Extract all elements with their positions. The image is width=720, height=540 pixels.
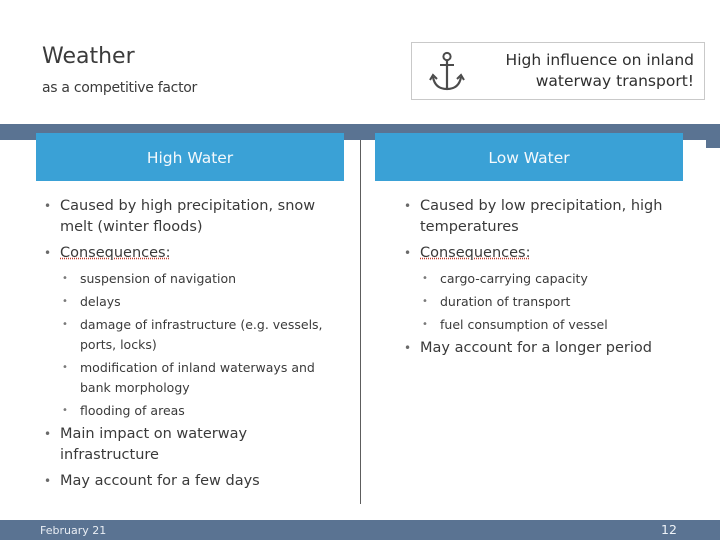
left-sub-list bbox=[40, 269, 340, 421]
callout-text: High influence on inland waterway transport! bbox=[505, 51, 694, 90]
list-item: • Caused by low precipitation, high temperatures bbox=[400, 196, 700, 238]
right-column-heading: Low Water bbox=[375, 133, 683, 181]
right-column bbox=[400, 196, 700, 364]
list-item: • Caused by high precipitation, snow melt (winter floods) bbox=[40, 196, 340, 238]
right-sub-list bbox=[400, 269, 700, 335]
footer-date: February 21 bbox=[40, 524, 107, 537]
header-band-stub bbox=[706, 124, 720, 148]
sub-list-item: • duration of transport bbox=[400, 292, 700, 312]
footer-bar bbox=[0, 520, 720, 540]
sub-list-item: • suspension of navigation bbox=[40, 269, 340, 289]
left-column-heading: High Water bbox=[36, 133, 344, 181]
callout-box bbox=[411, 42, 705, 100]
sub-list-item: • delays bbox=[40, 292, 340, 312]
list-item: • Main impact on waterway infrastructure bbox=[40, 424, 340, 466]
page-number: 12 bbox=[661, 522, 677, 537]
list-item bbox=[40, 243, 340, 264]
sub-list-item: • modification of inland waterways and bank morphology bbox=[40, 358, 340, 398]
sub-list-item: • cargo-carrying capacity bbox=[400, 269, 700, 289]
consequences-label: Consequences: bbox=[420, 245, 531, 261]
list-item: • May account for a few days bbox=[40, 471, 340, 492]
sub-list-item: • damage of infrastructure (e.g. vessels, ports, locks) bbox=[40, 315, 340, 355]
sub-list-item: • fuel consumption of vessel bbox=[400, 315, 700, 335]
consequences-label: Consequences: bbox=[60, 245, 171, 261]
column-divider bbox=[360, 140, 361, 504]
list-item bbox=[400, 243, 700, 264]
anchor-icon bbox=[429, 51, 465, 93]
left-column bbox=[40, 196, 340, 497]
slide-title: Weather bbox=[42, 44, 135, 69]
sub-list-item: • flooding of areas bbox=[40, 401, 340, 421]
list-item: • May account for a longer period bbox=[400, 338, 700, 359]
slide-subtitle: as a competitive factor bbox=[42, 80, 197, 96]
